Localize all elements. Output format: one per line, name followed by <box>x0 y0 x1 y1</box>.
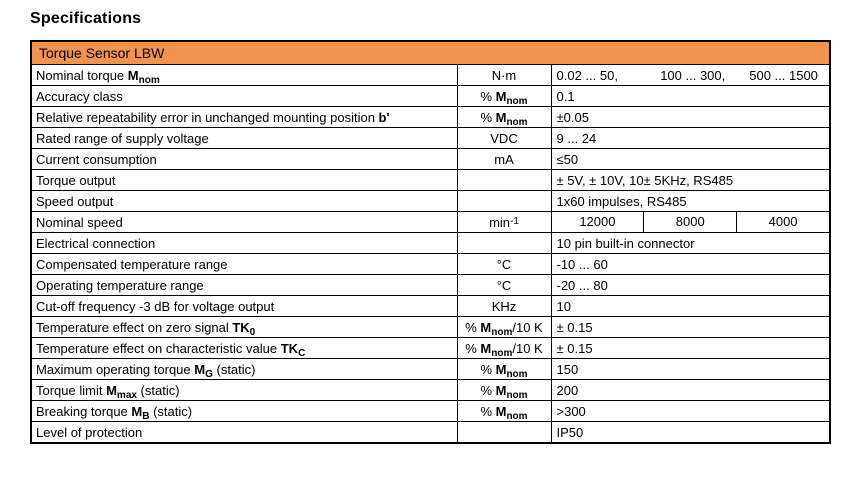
spec-label-cell: Electrical connection <box>31 233 457 254</box>
spec-label-cell: Compensated temperature range <box>31 254 457 275</box>
table-header-row <box>31 41 830 65</box>
spec-label-cell: Cut-off frequency -3 dB for voltage output <box>31 296 457 317</box>
spec-row <box>31 128 830 149</box>
spec-value-cell: -10 ... 60 <box>551 254 830 275</box>
spec-row <box>31 212 830 233</box>
spec-value-cell: 200 <box>551 380 830 401</box>
table-header-cell: Torque Sensor LBW <box>31 41 830 65</box>
page-title: Specifications <box>30 10 142 27</box>
spec-unit-cell: KHz <box>457 296 551 317</box>
spec-unit-cell: °C <box>457 254 551 275</box>
spec-label-cell: Speed output <box>31 191 457 212</box>
spec-unit-cell: % $M_{nom}$ <box>457 401 551 422</box>
spec-value-cell: 10 <box>551 296 830 317</box>
spec-row <box>31 233 830 254</box>
spec-row <box>31 275 830 296</box>
spec-label-cell: Temperature effect on characteristic value $TK_C$ <box>31 338 457 359</box>
spec-value-cell: ± 5V, ± 10V, 10± 5KHz, RS485 <box>551 170 830 191</box>
spec-value-cell: -20 ... 80 <box>551 275 830 296</box>
spec-unit-cell: % $M_{nom}$ <box>457 86 551 107</box>
spec-unit-cell: % $M_{nom}$ <box>457 107 551 128</box>
value-part: 12000 <box>579 214 616 229</box>
spec-row <box>31 317 830 338</box>
spec-value-cell <box>551 212 830 233</box>
spec-value-cell: ± 0.15 <box>551 317 830 338</box>
spec-value-cell: >300 <box>551 401 830 422</box>
spec-label-cell: Temperature effect on zero signal $TK_0$ <box>31 317 457 338</box>
spec-label-cell: Relative repeatability error in unchanged mounting position b' <box>31 107 457 128</box>
spec-label-cell: Nominal speed <box>31 212 457 233</box>
spec-row <box>31 86 830 107</box>
value-part: 0.02 ... 50, <box>556 67 618 83</box>
value-part: 4000 <box>736 212 829 232</box>
value-range-group <box>552 65 830 85</box>
spec-value-cell: 150 <box>551 359 830 380</box>
spec-unit-cell <box>457 233 551 254</box>
spec-unit-cell: mA <box>457 149 551 170</box>
spec-value-cell: ≤50 <box>551 149 830 170</box>
spec-label-cell: Rated range of supply voltage <box>31 128 457 149</box>
spec-unit-cell <box>457 422 551 444</box>
spec-value-cell: ± 0.15 <box>551 338 830 359</box>
spec-table <box>30 40 831 444</box>
value-part: 100 ... 300, <box>660 67 726 83</box>
spec-row <box>31 107 830 128</box>
spec-row <box>31 380 830 401</box>
spec-row <box>31 296 830 317</box>
spec-unit-cell: $\min^{-1}$ <box>457 212 551 233</box>
spec-label-cell: Nominal torque $M_{nom}$ <box>31 65 457 86</box>
spec-table-body <box>31 65 830 444</box>
value-variant-group <box>552 212 830 232</box>
spec-row <box>31 191 830 212</box>
spec-unit-cell: % $M_{nom}$ <box>457 380 551 401</box>
spec-row <box>31 359 830 380</box>
value-part: 8000 <box>643 212 736 232</box>
spec-unit-cell <box>457 170 551 191</box>
spec-row <box>31 149 830 170</box>
spec-value-cell: 0.1 <box>551 86 830 107</box>
spec-row <box>31 170 830 191</box>
spec-unit-cell: % $M_{nom}/10$ K <box>457 317 551 338</box>
spec-value-cell: IP50 <box>551 422 830 444</box>
spec-label-cell: Level of protection <box>31 422 457 444</box>
spec-label-cell: Breaking torque $M_B$ (static) <box>31 401 457 422</box>
spec-value-cell <box>551 65 830 86</box>
spec-value-cell: 9 ... 24 <box>551 128 830 149</box>
spec-value-cell: 1x60 impulses, RS485 <box>551 191 830 212</box>
spec-row <box>31 401 830 422</box>
spec-unit-cell: % $M_{nom}$ <box>457 359 551 380</box>
value-part: 500 ... 1500 <box>749 67 818 83</box>
spec-unit-cell: % $M_{nom}/10$ K <box>457 338 551 359</box>
spec-label-cell: Current consumption <box>31 149 457 170</box>
spec-label-cell: Operating temperature range <box>31 275 457 296</box>
spec-unit-cell: °C <box>457 275 551 296</box>
spec-unit-cell: VDC <box>457 128 551 149</box>
spec-row <box>31 65 830 86</box>
spec-unit-cell <box>457 191 551 212</box>
spec-unit-cell: N·m <box>457 65 551 86</box>
spec-value-cell: ±0.05 <box>551 107 830 128</box>
spec-row <box>31 254 830 275</box>
spec-label-cell: Torque limit $M_{max}$ (static) <box>31 380 457 401</box>
spec-label-cell: Maximum operating torque $M_G$ (static) <box>31 359 457 380</box>
spec-label-cell: Accuracy class <box>31 86 457 107</box>
spec-label-cell: Torque output <box>31 170 457 191</box>
spec-row <box>31 422 830 444</box>
spec-row <box>31 338 830 359</box>
spec-value-cell: 10 pin built-in connector <box>551 233 830 254</box>
